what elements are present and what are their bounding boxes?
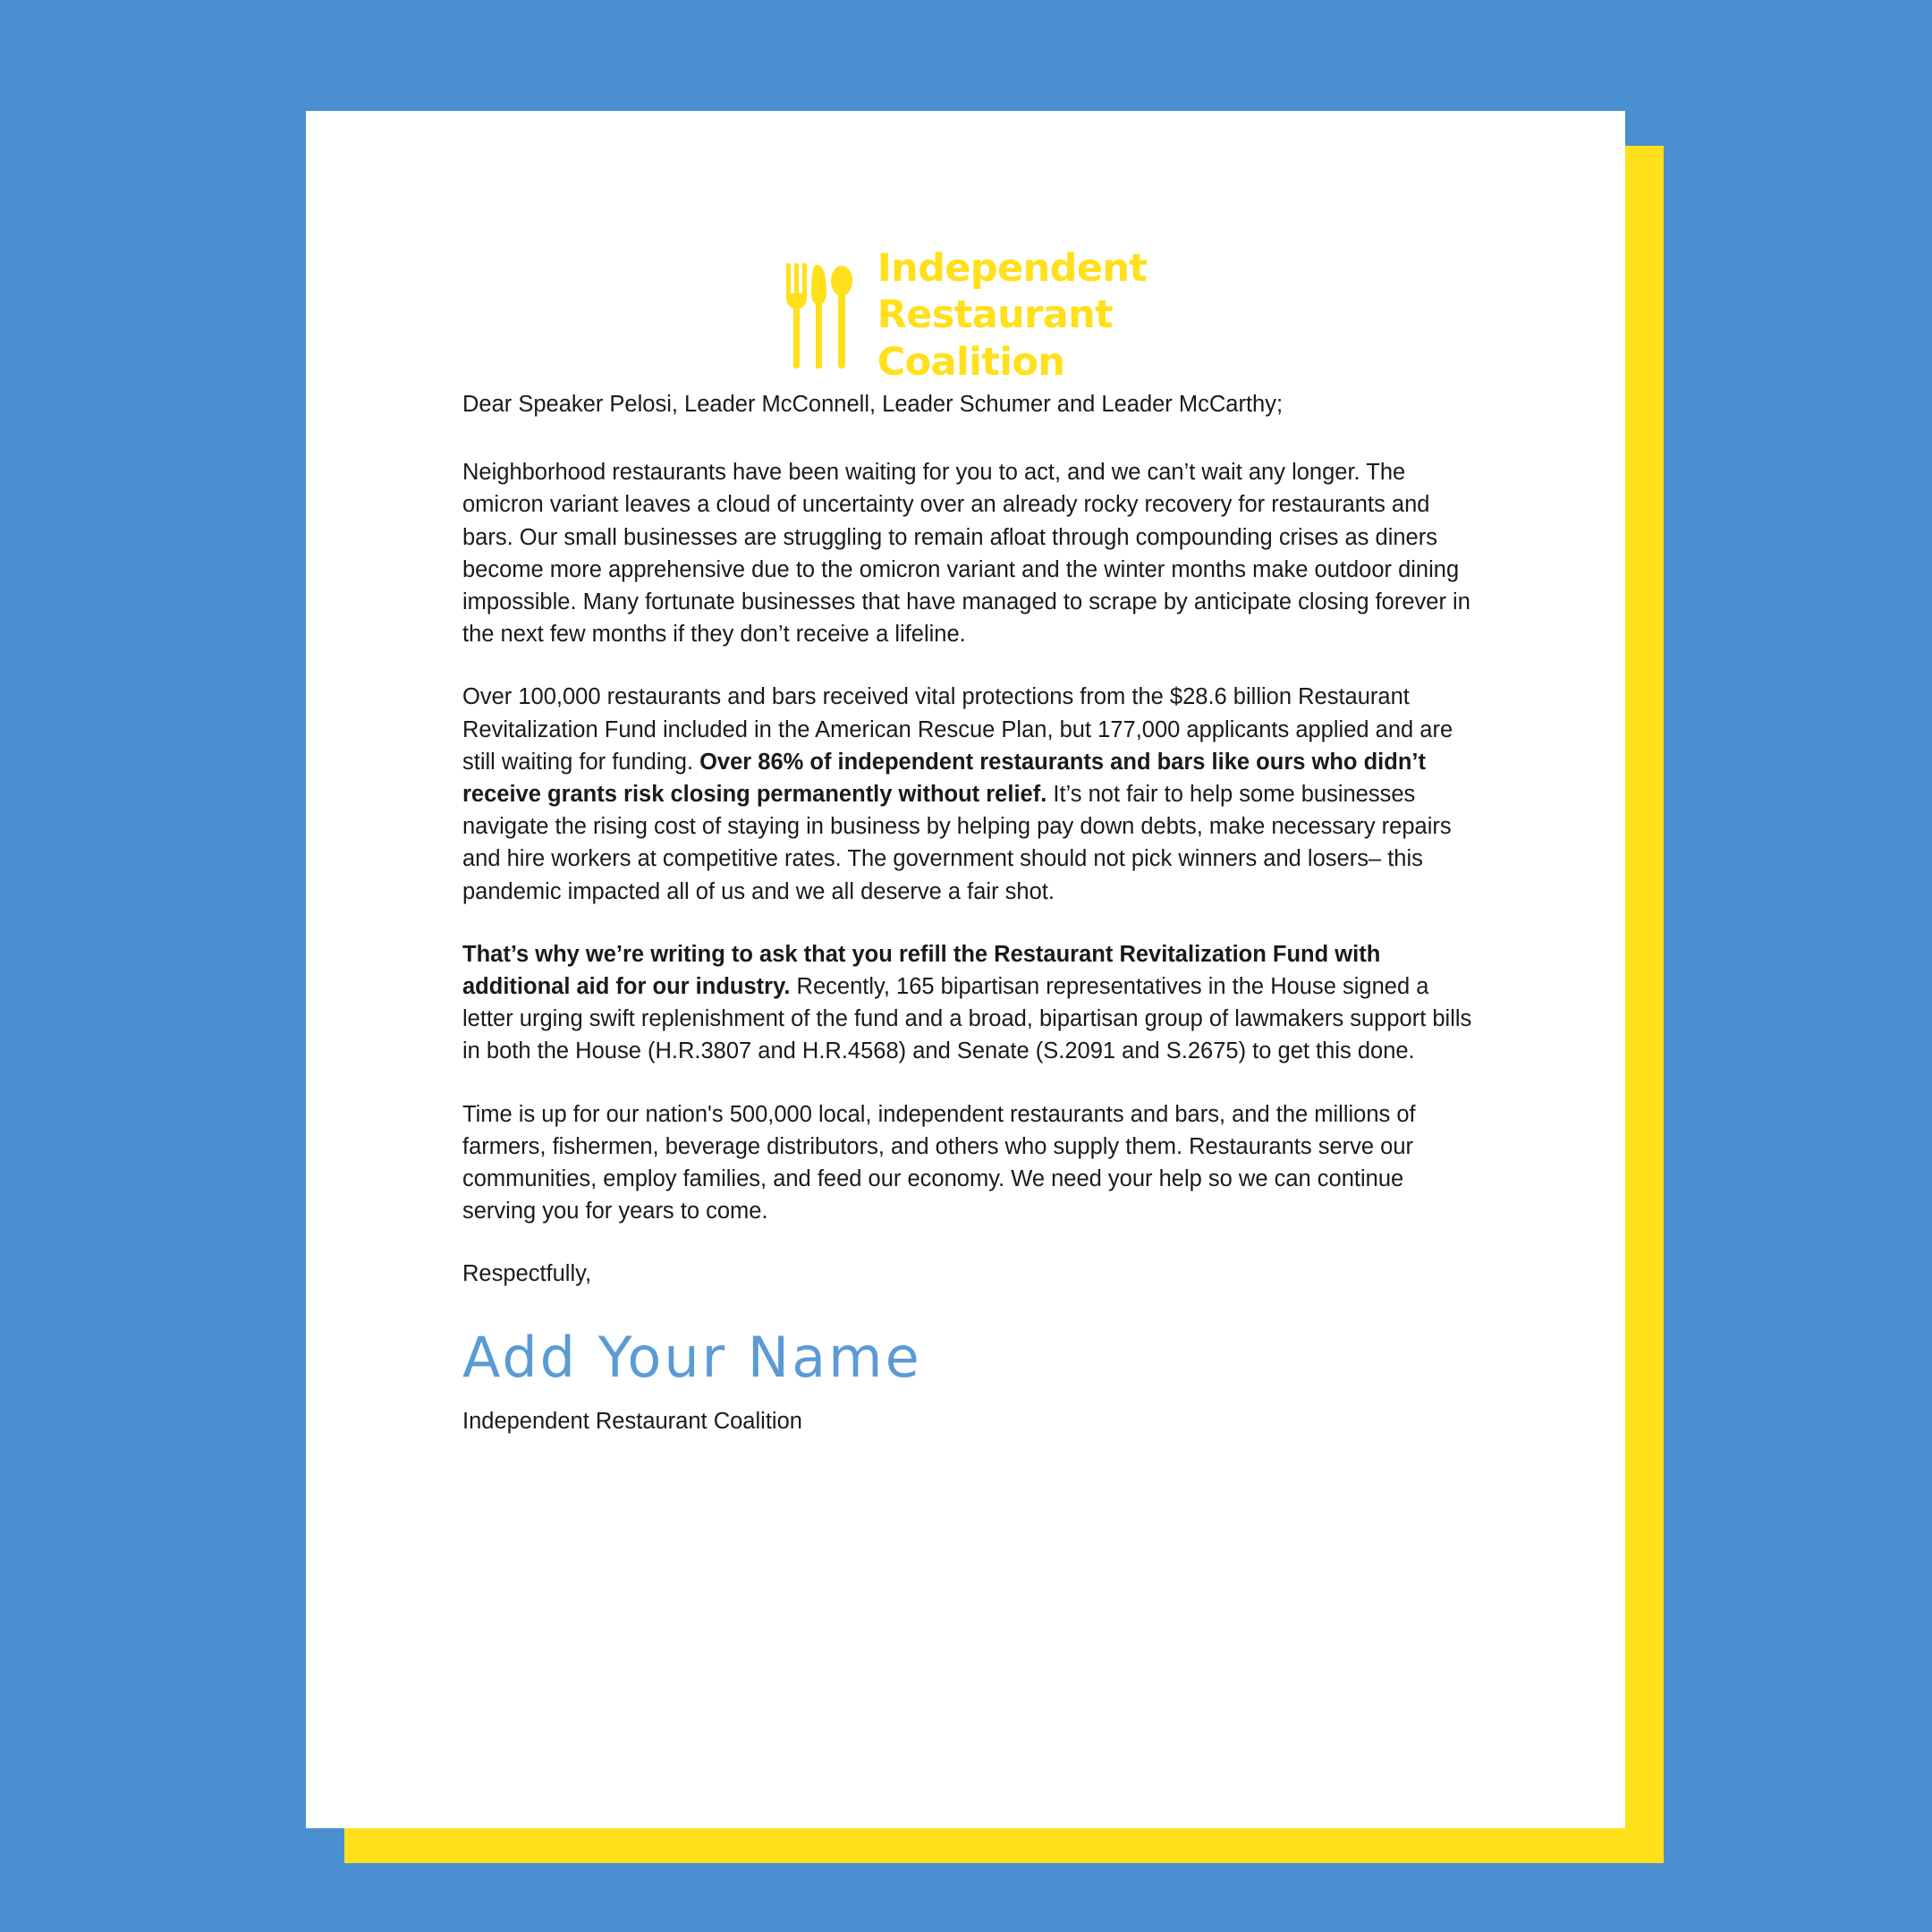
- signature-organization: Independent Restaurant Coalition: [462, 1408, 802, 1434]
- letter-body: [462, 388, 1478, 1437]
- paragraph-2-lead: Over 100,000 restaurants and bars received vital protections from the $28.6 billion Restaurant Revitalization Fund included in the American Rescue Plan, but 177,000 applicants applied and are still waiting for funding.: [462, 684, 1453, 775]
- paragraph-4: Time is up for our nation's 500,000 local, independent restaurants and bars, and the millions of farmers, fishermen, beverage distributors, and others who supply them. Restaurants serve our communities, employ families, and feed our economy. We need your help so we can continue serving you for years to come.: [462, 1101, 1416, 1224]
- paragraph-3-emphasis: That’s why we’re writing to ask that you refill the Restaurant Revitalization Fund with additional aid for our industry.: [462, 941, 1381, 1000]
- closing: Respectfully,: [462, 1261, 592, 1287]
- logo-header: [306, 245, 1625, 386]
- paragraph-3-tail: Recently, 165 bipartisan representatives in the House signed a letter urging swift replenishment of the fund and a broad, bipartisan group of lawmakers support bills in both the House (H.R.3807 and H.R.4568) and Senate (S.2091 and S.2675) to get this done.: [462, 974, 1472, 1064]
- salutation: Dear Speaker Pelosi, Leader McConnell, Leader Schumer and Leader McCarthy;: [462, 392, 1284, 417]
- paragraph-1: Neighborhood restaurants have been waiting for you to act, and we can’t wait any longer. The omicron variant leaves a cloud of uncertainty over an already rocky recovery for restaurants and bars. Our small businesses are struggling to remain afloat through compounding crises as diners become more apprehensive due to the omicron variant and the winter months make outdoor dining impossible. Many fortunate businesses that have managed to scrape by anticipate closing forever in the next few months if they don’t receive a lifeline.: [462, 460, 1470, 648]
- irc-logo: [784, 245, 1148, 386]
- logo-line-2: Restaurant: [877, 292, 1114, 338]
- logo-line-3: Coalition: [877, 339, 1065, 385]
- letter-document: [306, 111, 1625, 1828]
- fork-knife-spoon-icon: [784, 263, 854, 369]
- paragraph-2-tail: It’s not fair to help some businesses navigate the rising cost of staying in business by helping pay down debts, make necessary repairs and hire workers at competitive rates. The government should not pick winners and losers– this pandemic impacted all of us and we all deserve a fair shot.: [462, 782, 1452, 904]
- logo-line-1: Independent: [877, 246, 1148, 291]
- logo-wordmark: [877, 245, 1148, 386]
- paragraph-2-emphasis: Over 86% of independent restaurants and bars like ours who didn’t receive grants risk closing permanently without relief.: [462, 749, 1426, 808]
- signature-placeholder[interactable]: Add Your Name: [462, 1324, 922, 1390]
- paragraph-2: [462, 681, 1478, 907]
- paragraph-3: [462, 938, 1478, 1068]
